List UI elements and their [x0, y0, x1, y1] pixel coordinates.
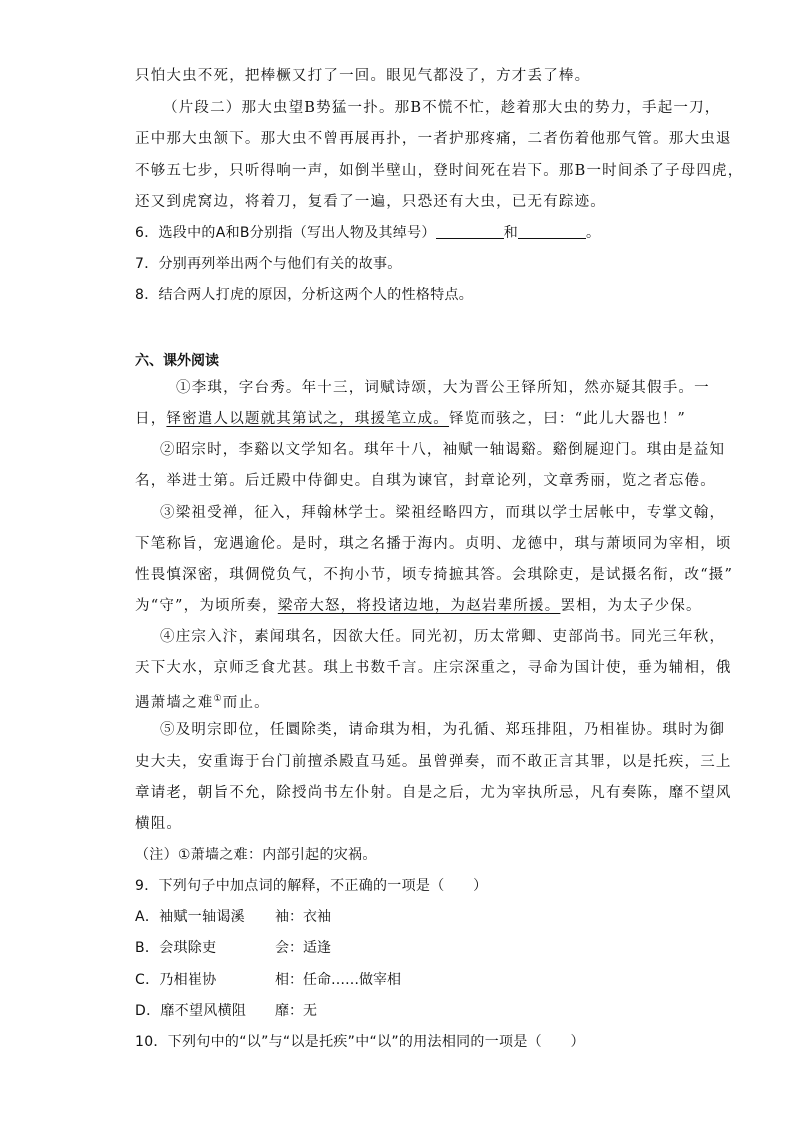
reading-line — [135, 596, 702, 616]
reading-line: ⑤及明宗即位，任圜除类，请命琪为相，为孔循、郑珏排阻，乃相崔协。琪时为御 — [160, 722, 726, 738]
reading-line: ④庄宗入汴，素闻琪名，因欲大任。同光初，历太常卿、吏部尚书。同光三年秋， — [160, 629, 726, 645]
passage-line: 正中那大虫颔下。那大虫不曾再展再扑，一者护那疼痛，二者伤着他那气管。那大虫退 — [135, 131, 732, 147]
option-d[interactable]: D．靡不望风横阻 — [135, 1003, 247, 1019]
text-segment: 遇萧墙之难 — [135, 695, 214, 711]
reading-line: ①李琪，字台秀。年十三，词赋诗颂，大为晋公王铎所知，然亦疑其假手。一 — [176, 380, 710, 396]
q6-mid: 和 — [503, 225, 518, 241]
question-6 — [135, 223, 600, 243]
reading-line — [135, 409, 686, 429]
reading-line: ②昭宗时，李谿以文学知名。琪年十八，袖赋一轴谒谿。谿倒屣迎门。琪由是益知 — [160, 442, 726, 458]
answer-blank-b[interactable] — [518, 224, 586, 239]
passage-line: 不够五七步，只听得响一声，如倒半壁山，登时间死在岩下。那B一时间杀了子母四虎， — [135, 163, 744, 179]
reading-line: 章请老，朝旨不允，除授尚书左仆射。自是之后，尤为宰执所忌，凡有奏陈，靡不望风 — [135, 785, 732, 801]
passage-line: 还又到虎窝边，将着刀，复看了一遍，只恐还有大虫，已无有踪迹。 — [135, 194, 606, 210]
option-c[interactable]: C．乃相崔协 — [135, 972, 217, 988]
section-title: 六、课外阅读 — [135, 353, 219, 369]
answer-blank-a[interactable] — [436, 224, 504, 239]
question-10: 10．下列句中的“以”与“以是托疾”中“以”的用法相同的一项是（ ） — [135, 1034, 585, 1050]
reading-line — [135, 689, 270, 713]
reading-line: 横阻。 — [135, 816, 183, 832]
question-7: 7．分别再列举出两个与他们有关的故事。 — [135, 256, 402, 272]
text-segment: 而止。 — [222, 695, 270, 711]
option-a[interactable]: A．袖赋一轴谒溪 — [135, 909, 245, 925]
q6-end: 。 — [586, 225, 601, 241]
footnote: （注）①萧墙之难：内部引起的灾祸。 — [135, 847, 377, 863]
reading-line: 史大夫，安重诲于台门前擅杀殿直马延。虽曾弹奏，而不敢正言其罪，以是托疾，三上 — [135, 754, 732, 770]
footnote-marker: ① — [213, 694, 223, 704]
underlined-sentence: 梁帝大怒，将投诸边地，为赵岩辈所援。 — [277, 598, 561, 614]
option-c-gloss: 相：任命……做宰相 — [275, 972, 401, 988]
reading-line: 名，举进士第。后迁殿中侍御史。自琪为谏官，封章论列，文章秀丽，览之者忘倦。 — [135, 473, 716, 489]
option-b-gloss: 会：适逢 — [275, 940, 331, 956]
text-segment: 日， — [135, 411, 167, 427]
text-segment: 为“守”，为顷所奏， — [135, 598, 278, 614]
question-9: 9．下列句子中加点词的解释，不正确的一项是（ ） — [135, 878, 488, 894]
q6-text: 6．选段中的A和B分别指（写出人物及其绰号） — [135, 225, 436, 241]
reading-line: 天下大水，京师乏食尤甚。琪上书数千言。庄宗深重之，寻命为国计使，垂为辅相，俄 — [135, 660, 732, 676]
reading-line: 性畏慎深密，琪倜傥负气，不拘小节，顷专掎摭其答。会琪除吏，是试摄名衔，改“摄” — [135, 567, 734, 583]
option-a-gloss: 袖：衣袖 — [275, 909, 331, 925]
text-segment: 罢相，为太子少保。 — [560, 598, 702, 614]
option-b[interactable]: B．会琪除吏 — [135, 940, 217, 956]
passage-line: （片段二）那大虫望B势猛一扑。那B不慌不忙，趁着那大虫的势力，手起一刀， — [163, 100, 721, 116]
option-d-gloss: 靡：无 — [275, 1003, 317, 1019]
question-8: 8．结合两人打虎的原因，分析这两个人的性格特点。 — [135, 287, 474, 303]
text-segment: 铎览而骇之，曰：“此儿大器也！” — [449, 411, 687, 427]
underlined-sentence: 铎密遣人以题就其第试之，琪援笔立成。 — [166, 411, 450, 427]
reading-line: 下笔称旨，宠遇逾伦。是时，琪之名播于海内。贞明、龙德中，琪与萧顷同为宰相，顷 — [135, 536, 732, 552]
passage-line: 只怕大虫不死，把棒橛又打了一回。眼见气都没了，方才丢了棒。 — [135, 68, 591, 84]
reading-line: ③梁祖受禅，征入，拜翰林学士。梁祖经略四方，而琪以学士居帐中，专掌文翰， — [160, 505, 726, 521]
